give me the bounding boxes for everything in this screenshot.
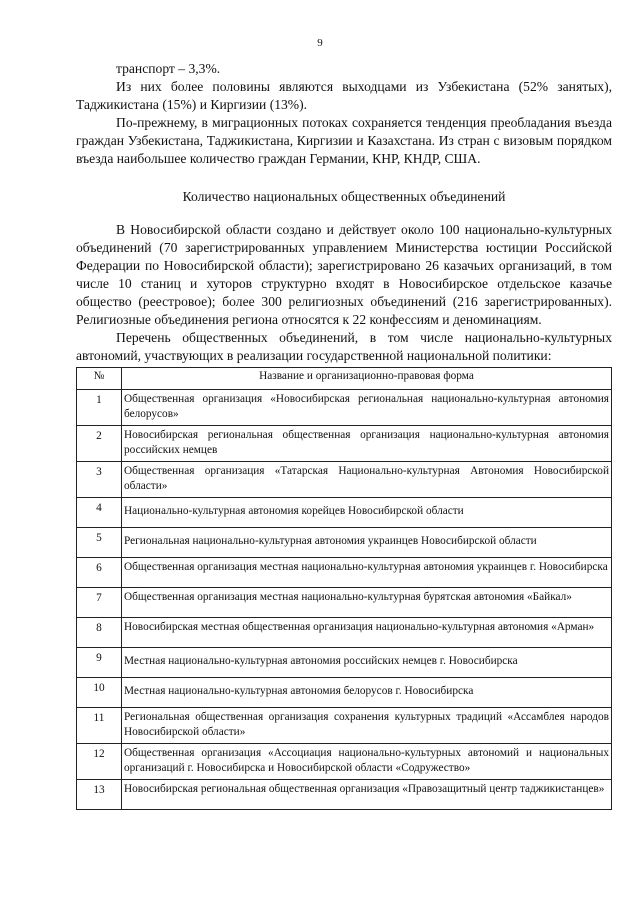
table-row xyxy=(77,708,612,744)
table-row xyxy=(77,528,612,558)
table-row xyxy=(77,558,612,588)
page-number: 9 xyxy=(317,37,323,49)
paragraph-transport: транспорт – 3,3%. xyxy=(116,61,221,76)
row-number: 4 xyxy=(77,498,122,528)
table-row xyxy=(77,498,612,528)
row-number: 7 xyxy=(77,588,122,618)
row-name: Национально-культурная автономия корейцев Новосибирской области xyxy=(122,498,612,528)
row-number: 12 xyxy=(77,744,122,780)
row-number: 11 xyxy=(77,708,122,744)
header-number: № xyxy=(77,368,122,390)
row-name: Новосибирская региональная общественная организация национально-культурная автономия российских немцев xyxy=(122,426,612,462)
section-title: Количество национальных общественных объединений xyxy=(182,189,506,204)
row-name: Общественная организация местная национально-культурная автономия украинцев г. Новосибирска xyxy=(122,558,612,588)
paragraph-migration: По-прежнему, в миграционных потоках сохраняется тенденция преобладания въезда граждан Узбекистана, Таджикистана, Киргизии и Казахстана. Из стран с визовым порядком въезда наибольшее количество граждан Германии, КНР, КНДР, США. xyxy=(76,115,612,166)
row-name: Общественная организация «Татарская Национально-культурная Автономия Новосибирской области» xyxy=(122,462,612,498)
row-name: Новосибирская местная общественная организация национально-культурная автономия «Арман» xyxy=(122,618,612,648)
paragraph-associations: В Новосибирской области создано и действует около 100 национально-культурных объединений (70 зарегистрированных управлением Министерства юстиции Российской Федерации по Новосибирской области); зарегистрировано 26 казачьих организаций, в том числе 10 станиц и хуторов структурно входят в Новосибирское отдельское казачье общество (реестровое); более 300 религиозных объединений (216 зарегистрированных). Религиозные объединения региона относятся к 22 конфессиям и деноминациям. xyxy=(76,222,612,327)
table-row xyxy=(77,648,612,678)
row-number: 2 xyxy=(77,426,122,462)
row-name: Общественная организация «Ассоциация национально-культурных автономий и национальных организаций г. Новосибирска и Новосибирской области «Содружество» xyxy=(122,744,612,780)
table-row xyxy=(77,390,612,426)
row-name: Общественная организация местная национально-культурная бурятская автономия «Байкал» xyxy=(122,588,612,618)
paragraph-origin: Из них более половины являются выходцами из Узбекистана (52% занятых), Таджикистана (15%) и Киргизии (13%). xyxy=(76,79,612,112)
table-header-row xyxy=(77,368,612,390)
row-name: Общественная организация «Новосибирская региональная национально-культурная автономия белорусов» xyxy=(122,390,612,426)
document-body xyxy=(76,60,612,810)
table-row xyxy=(77,618,612,648)
row-number: 13 xyxy=(77,780,122,810)
table-row xyxy=(77,678,612,708)
table-row xyxy=(77,426,612,462)
row-number: 10 xyxy=(77,678,122,708)
row-name: Новосибирская региональная общественная организация «Правозащитный центр таджикистанцев» xyxy=(122,780,612,810)
row-number: 1 xyxy=(77,390,122,426)
row-number: 6 xyxy=(77,558,122,588)
table-row xyxy=(77,744,612,780)
associations-table xyxy=(76,367,612,810)
header-name: Название и организационно-правовая форма xyxy=(122,368,612,390)
table-row xyxy=(77,462,612,498)
row-number: 9 xyxy=(77,648,122,678)
paragraph-list-intro: Перечень общественных объединений, в том числе национально-культурных автономий, участвующих в реализации государственной национальной политики: xyxy=(76,330,612,363)
row-name: Региональная общественная организация сохранения культурных традиций «Ассамблея народов Новосибирской области» xyxy=(122,708,612,744)
table-row xyxy=(77,588,612,618)
row-number: 5 xyxy=(77,528,122,558)
row-name: Местная национально-культурная автономия российских немцев г. Новосибирска xyxy=(122,648,612,678)
table-row xyxy=(77,780,612,810)
row-name: Местная национально-культурная автономия белорусов г. Новосибирска xyxy=(122,678,612,708)
row-number: 3 xyxy=(77,462,122,498)
row-number: 8 xyxy=(77,618,122,648)
row-name: Региональная национально-культурная автономия украинцев Новосибирской области xyxy=(122,528,612,558)
